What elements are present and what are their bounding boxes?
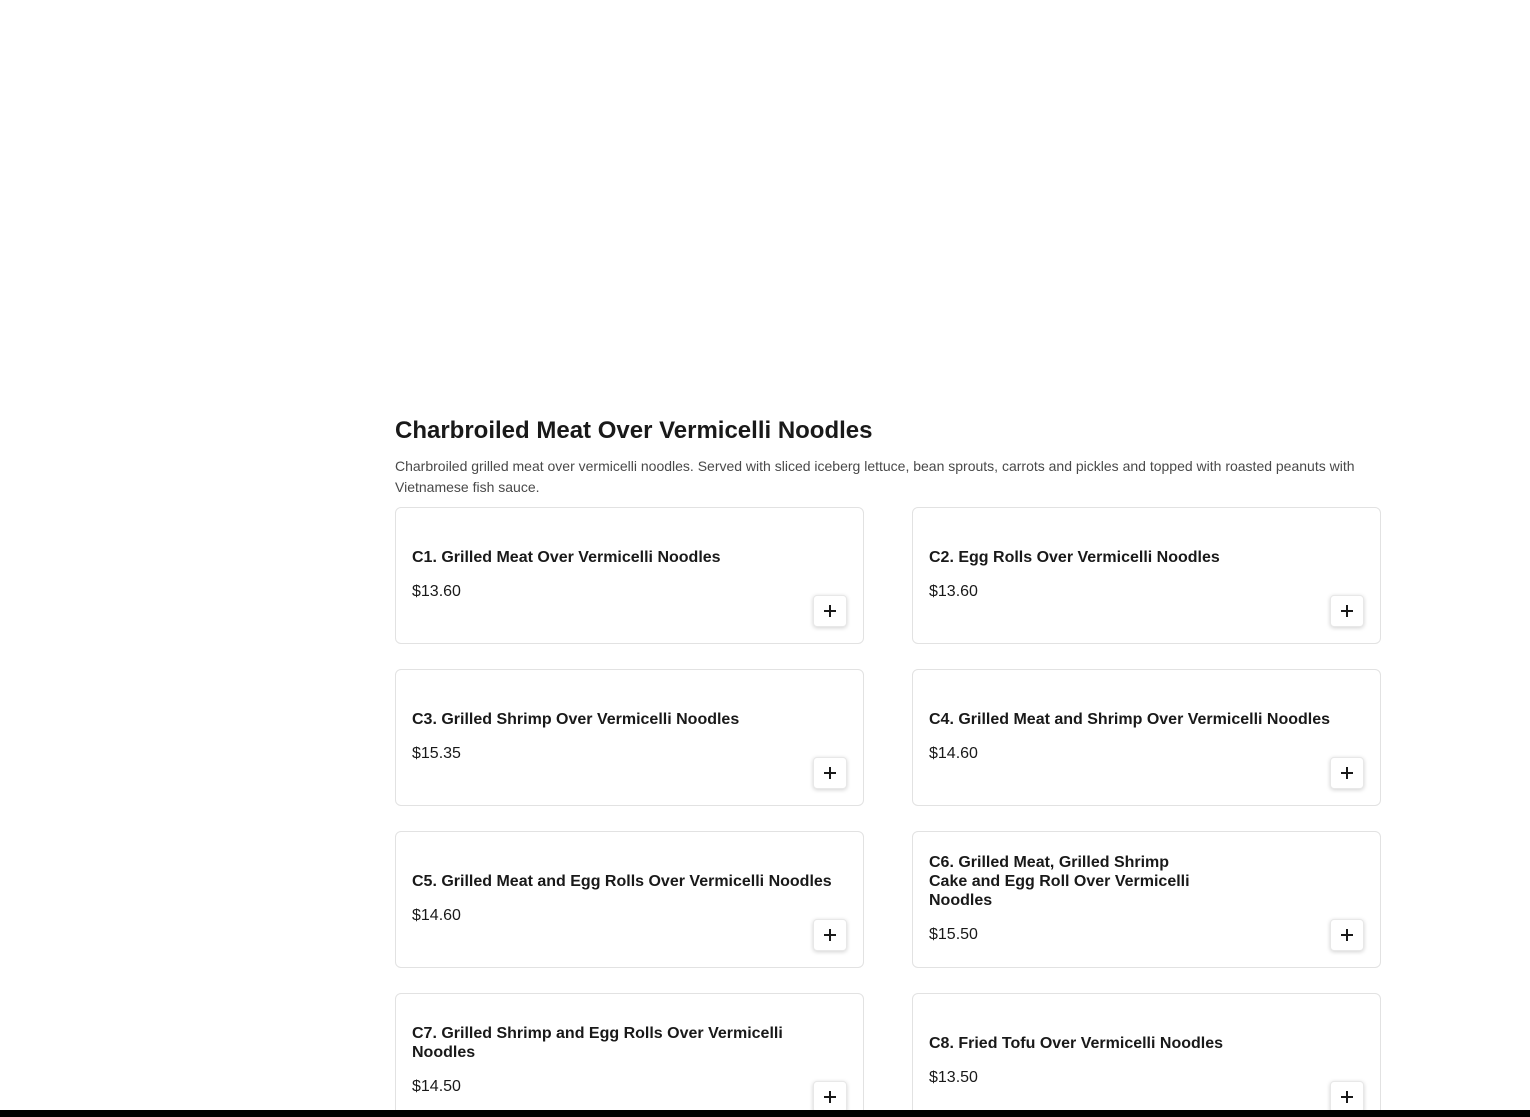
menu-item-card-c8[interactable] [912,993,1381,1117]
menu-item-price: $14.60 [412,906,461,924]
menu-item-card-c4[interactable] [912,669,1381,806]
menu-item-price: $15.35 [412,744,461,762]
menu-item-name: C4. Grilled Meat and Shrimp Over Vermicelli Noodles [929,710,1331,728]
menu-item-card-c2[interactable] [912,507,1381,644]
menu-item-price: $15.50 [929,925,978,943]
menu-item-price: $13.60 [929,582,978,600]
add-item-button[interactable] [813,919,847,951]
menu-item-price: $13.60 [412,582,461,600]
menu-item-name: C8. Fried Tofu Over Vermicelli Noodles [929,1034,1224,1052]
plus-icon [824,605,836,617]
bottom-bar [0,1110,1530,1117]
add-item-button[interactable] [1330,757,1364,789]
plus-icon [1341,605,1353,617]
section-description: Charbroiled grilled meat over vermicelli noodles. Served with sliced iceberg lettuce, bean sprouts, carrots and pickles and topped with roasted peanuts with Vietnamese fish sauce. [395,458,1355,495]
menu-item-card-c6[interactable] [912,831,1381,968]
menu-item-price: $13.50 [929,1068,978,1086]
menu-item-card-c1[interactable] [395,507,864,644]
plus-icon [824,767,836,779]
menu-item-name: C7. Grilled Shrimp and Egg Rolls Over Vermicelli Noodles [412,1025,783,1061]
add-item-button[interactable] [813,595,847,627]
add-item-button[interactable] [813,757,847,789]
menu-item-name: C2. Egg Rolls Over Vermicelli Noodles [929,548,1220,566]
plus-icon [824,1091,836,1103]
section-title: Charbroiled Meat Over Vermicelli Noodles [395,417,873,444]
plus-icon [1341,767,1353,779]
menu-item-card-c7[interactable] [395,993,864,1117]
add-item-button[interactable] [1330,919,1364,951]
plus-icon [1341,1091,1353,1103]
menu-section [395,414,1381,1095]
menu-item-card-c5[interactable] [395,831,864,968]
menu-item-card-c3[interactable] [395,669,864,806]
menu-item-name: C6. Grilled Meat, Grilled Shrimp Cake and Egg Roll Over Vermicelli Noodles [929,853,1190,909]
add-item-button[interactable] [1330,595,1364,627]
menu-item-name: C5. Grilled Meat and Egg Rolls Over Vermicelli Noodles [412,872,832,890]
plus-icon [824,929,836,941]
menu-item-name: C1. Grilled Meat Over Vermicelli Noodles [412,548,721,566]
menu-item-name: C3. Grilled Shrimp Over Vermicelli Noodles [412,710,740,728]
menu-item-grid [395,507,1381,1117]
menu-item-price: $14.60 [929,744,978,762]
add-item-button[interactable] [813,1081,847,1113]
plus-icon [1341,929,1353,941]
add-item-button[interactable] [1330,1081,1364,1113]
menu-item-price: $14.50 [412,1078,461,1095]
